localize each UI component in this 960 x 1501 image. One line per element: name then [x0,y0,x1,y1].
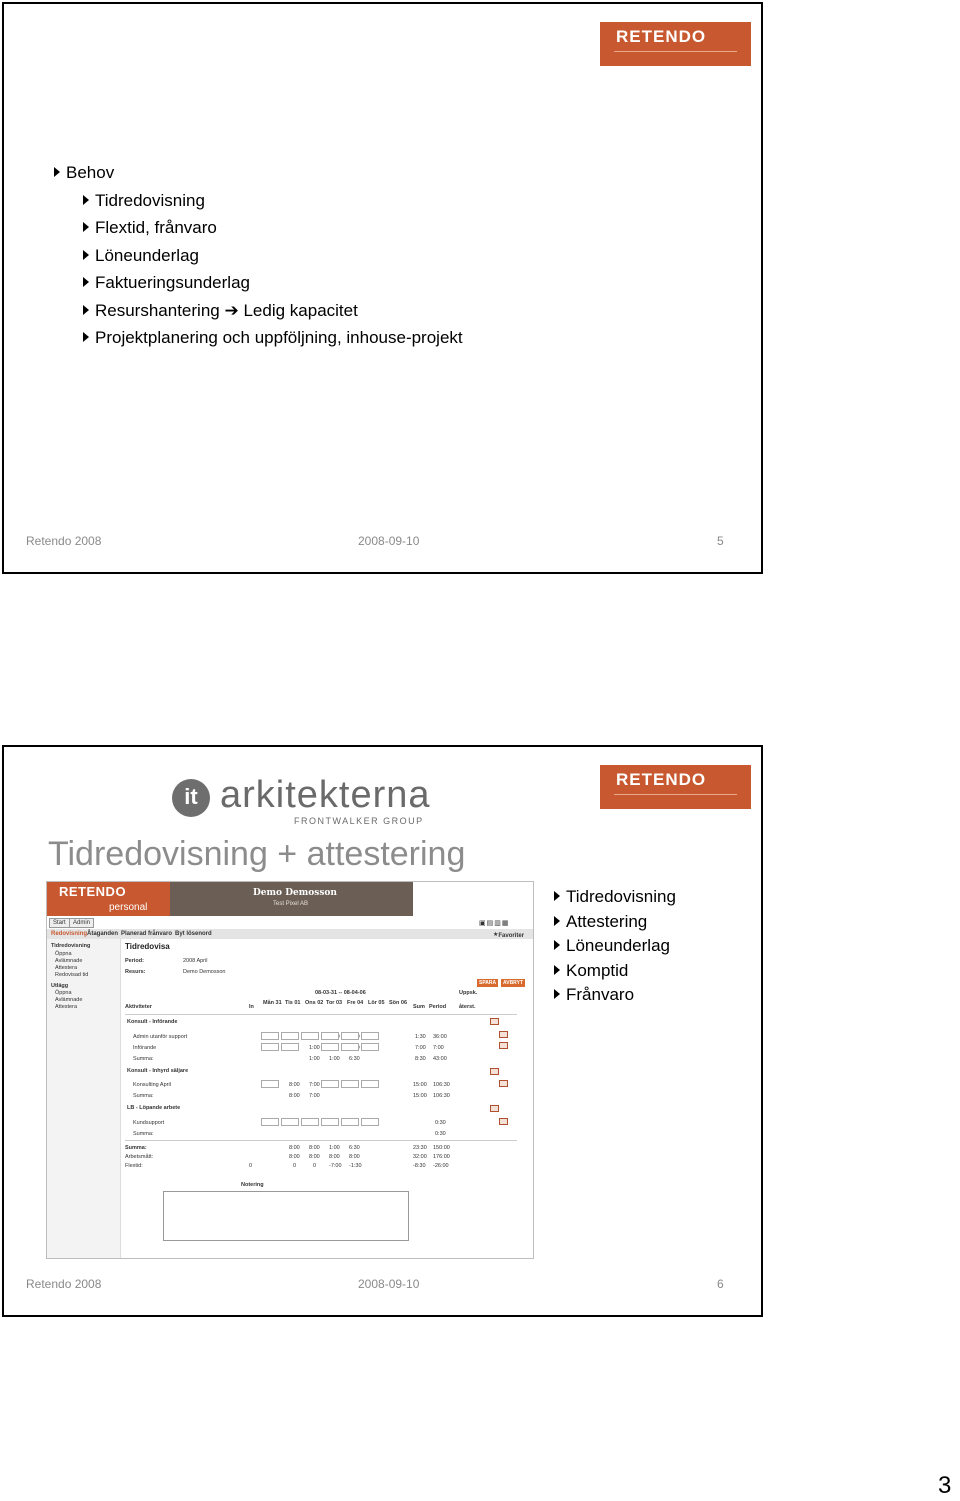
delete-row-icon[interactable] [499,1118,508,1125]
bullet-item: Flextid, frånvaro [54,214,463,242]
time-cell[interactable] [361,1080,379,1088]
triangle-bullet-icon [54,167,60,177]
arkitekterna-logo-text: arkitekterna [220,774,431,816]
app-header [47,882,413,916]
bullet-item: Tidredovisning [554,885,676,910]
delete-row-icon[interactable] [499,1080,508,1087]
slide-number: 6 [717,1277,724,1291]
time-cell[interactable] [361,1043,379,1051]
side-item[interactable]: Avlämnade [55,958,83,964]
week-range: 08-03-31 -- 08-04-06 [315,990,366,996]
bullet-item: Projektplanering och uppföljning, inhouse-projekt [54,324,463,352]
app-logo: RETENDO personal [47,882,170,916]
retendo-logo-text: RETENDO [616,770,707,789]
time-cell[interactable] [261,1032,279,1040]
slide-title: Tidredovisning + attestering [48,835,466,873]
favorites-link[interactable]: ★ Favoriter [493,932,525,939]
nav-redovisning[interactable]: Redovisning [51,931,88,937]
tab-admin[interactable]: Admin [69,918,94,928]
bullet-item: Komptid [554,959,676,984]
slide-6 [2,745,763,1317]
bullet-item: Resurshantering ➔ Ledig kapacitet [54,297,463,325]
triangle-bullet-icon [83,332,89,342]
app-sidebar [47,939,121,1259]
retendo-logo [600,22,751,66]
time-cell[interactable] [321,1118,339,1126]
time-cell[interactable] [341,1118,359,1126]
add-row-icon[interactable] [490,1105,499,1112]
slide5-bullet-list [54,159,463,352]
time-cell[interactable] [361,1032,379,1040]
app-org-name: Test Pixel AB [273,901,309,907]
side-item[interactable]: Utlägg [51,983,69,989]
save-button[interactable]: SPARA [479,980,497,986]
retendo-logo [600,765,751,809]
triangle-bullet-icon [554,989,560,999]
time-cell[interactable] [281,1118,299,1126]
time-cell[interactable] [341,1043,359,1051]
time-cell[interactable] [341,1032,359,1040]
triangle-bullet-icon [83,222,89,232]
group-label: Konsult - Inhyrd säljare [127,1068,189,1074]
bullet-item: Tidredovisning [54,187,463,215]
slide-5 [2,2,763,574]
side-item[interactable]: Redovisad tid [55,972,89,978]
time-cell[interactable] [341,1080,359,1088]
toolbar-icons: ▣▤▥▦ [479,920,510,927]
time-cell[interactable] [281,1032,299,1040]
delete-row-icon[interactable] [499,1031,508,1038]
triangle-bullet-icon [554,916,560,926]
time-cell[interactable] [321,1032,339,1040]
add-row-icon[interactable] [490,1018,499,1025]
slide6-bullet-list [554,885,676,1008]
arrow-right-icon: ➔ [224,300,239,320]
bullet-item: Attestering [554,910,676,935]
app-nav [47,929,534,939]
side-item[interactable]: Tidredovisning [51,943,91,949]
group-label: LB - Löpande arbete [127,1105,181,1111]
triangle-bullet-icon [83,277,89,287]
app-user-name: Demo Demosson [253,888,337,898]
bullet-item: Löneunderlag [554,934,676,959]
add-row-icon[interactable] [490,1068,499,1075]
footer-left: Retendo 2008 [26,534,102,548]
it-logo-mark: it [172,779,210,817]
time-cell[interactable] [301,1118,319,1126]
bullet-item: Frånvaro [554,983,676,1008]
side-item[interactable]: Avlämnade [55,997,83,1003]
note-textarea[interactable] [163,1191,409,1241]
time-cell[interactable] [321,1080,339,1088]
page-heading: Tidredovisa [125,942,170,951]
time-cell[interactable] [361,1118,379,1126]
delete-row-icon[interactable] [499,1042,508,1049]
triangle-bullet-icon [83,250,89,260]
tab-start[interactable]: Start [49,918,70,928]
time-cell[interactable] [261,1118,279,1126]
frontwalker-group-text: FRONTWALKER GROUP [294,816,424,826]
group-label: Konsult - Införande [127,1019,178,1025]
bullet-item: Faktueringsunderlag [54,269,463,297]
footer-date: 2008-09-10 [358,1277,420,1291]
nav-byt-losenord[interactable]: Byt lösenord [175,931,212,937]
app-screenshot: RETENDO personal Demo Demosson Test Pixel AB ▣▤▥▦ Start Admin Redovisning Åtaganden Planerad frånvaro Byt lösenord ★ Favoriter Tidredovisning Öppna Avlämnade Attestera Redovisad tid Utlägg Öppna Avlämnade Attestera Tidredovisa Period: 2008 April Resurs: Demo Demosson SPARA AVBRYT 08-03-31 -- 08-04-06 Uppsk. Aktiviteter In Mån 31 Tis 01 Ons 02 Tor 03 Fre 04 Lör 05 Sön 06 Sum Period återst. Konsult - Införande Admin utanför support Införande Summa: 1:30 36:00 1:00 7:00 7:00 1:00 1:00 6:30 8:30 43:00 Konsult - Inhyrd säljare Konsulting April Summa: 8:00 7:00 15:00 106:30 8:00 7:00 15:00 106:30 LB - Löpande arbete Kundsupport Summa: 0:30 0:30 Summa: 8:00 8:00 1:00 6:30 23:30 150:00 Arbetsmått: 8:00 8:00 8:00 8:00 32:00 176:00 Flextid: 0 0 0 -7:00 -1:30 -8:30 -26:00 Notering [46,881,534,1259]
side-item[interactable]: Öppna [55,990,72,996]
arkitekterna-logo [172,774,472,829]
side-item[interactable]: Öppna [55,951,72,957]
slide-number: 5 [717,534,724,548]
time-cell[interactable] [261,1080,279,1088]
time-cell[interactable] [281,1043,299,1051]
footer-date: 2008-09-10 [358,534,420,548]
nav-planerad-franvaro[interactable]: Planerad frånvaro [121,931,173,937]
triangle-bullet-icon [554,940,560,950]
triangle-bullet-icon [554,891,560,901]
nav-ataganden[interactable]: Åtaganden [87,931,119,937]
page-number: 3 [938,1472,952,1499]
bullet-item: Löneunderlag [54,242,463,270]
cancel-button[interactable]: AVBRYT [503,980,523,986]
time-cell[interactable] [321,1043,339,1051]
triangle-bullet-icon [83,305,89,315]
time-cell[interactable] [301,1032,319,1040]
time-cell[interactable] [261,1043,279,1051]
triangle-bullet-icon [83,195,89,205]
triangle-bullet-icon [554,965,560,975]
side-item[interactable]: Attestera [55,1004,78,1010]
app-tabs [47,918,534,928]
retendo-logo-text: RETENDO [616,27,707,46]
side-item[interactable]: Attestera [55,965,78,971]
footer-left: Retendo 2008 [26,1277,102,1291]
bullet-item: Behov [54,159,463,187]
